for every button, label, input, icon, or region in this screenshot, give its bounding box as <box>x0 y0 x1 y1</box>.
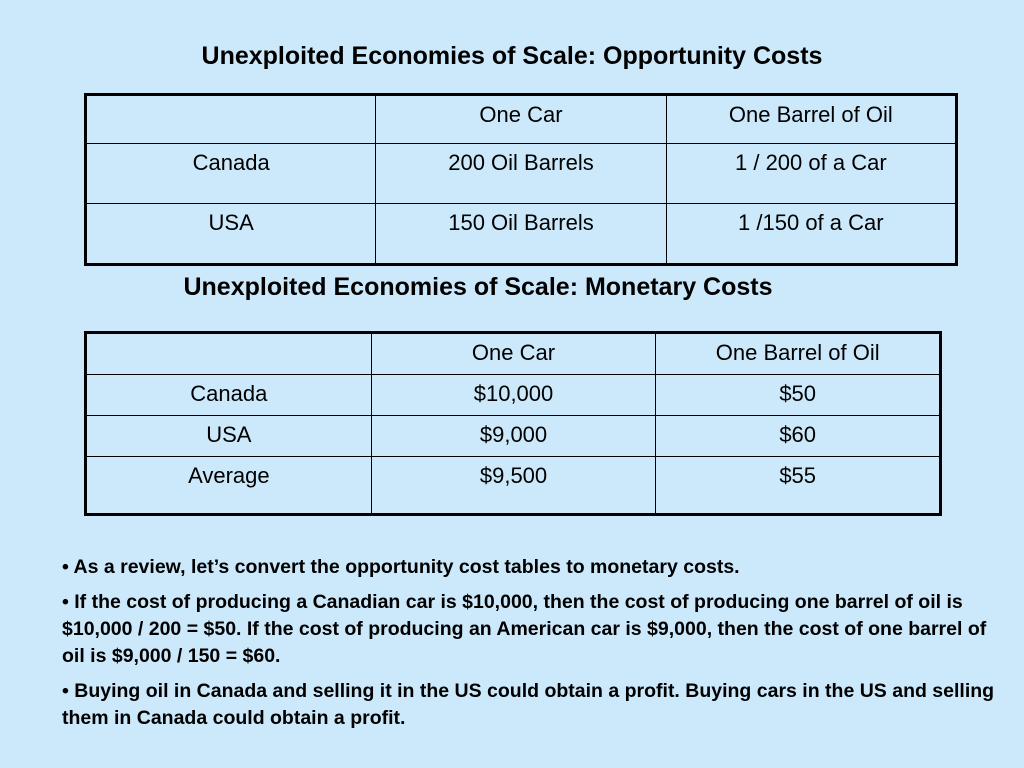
header-cell-one-barrel: One Barrel of Oil <box>666 95 956 144</box>
header-cell-one-barrel: One Barrel of Oil <box>656 333 941 375</box>
table-row <box>86 457 941 515</box>
table-cell: $55 <box>656 457 941 515</box>
table-cell: $60 <box>656 416 941 457</box>
table-cell: $9,500 <box>371 457 656 515</box>
opportunity-costs-table <box>84 93 958 266</box>
table-cell: $50 <box>656 375 941 416</box>
table-cell: 200 Oil Barrels <box>376 144 666 204</box>
header-cell-one-car: One Car <box>371 333 656 375</box>
table-row <box>86 204 957 265</box>
bullet-item: • If the cost of producing a Canadian car is $10,000, then the cost of producing one barrel of oil is $10,000 / 200 = $50. If the cost of producing an American car is $9,000, then the cost of one barrel of oil is $9,000 / 150 = $60. <box>62 591 987 667</box>
bullet-list <box>62 554 1002 740</box>
table-cell: 150 Oil Barrels <box>376 204 666 265</box>
opportunity-costs-title: Unexploited Economies of Scale: Opportunity Costs <box>201 42 823 70</box>
row-label-usa: USA <box>86 204 376 265</box>
header-cell-empty <box>86 333 372 375</box>
table-row <box>86 144 957 204</box>
table-row <box>86 375 941 416</box>
table-cell: $9,000 <box>371 416 656 457</box>
row-label-canada: Canada <box>86 144 376 204</box>
table-header-row <box>86 95 957 144</box>
table-header-row <box>86 333 941 375</box>
header-cell-one-car: One Car <box>376 95 666 144</box>
table-row <box>86 416 941 457</box>
monetary-costs-title: Unexploited Economies of Scale: Monetary Costs <box>183 273 773 301</box>
table-cell: 1 / 200 of a Car <box>666 144 956 204</box>
table-cell: 1 /150 of a Car <box>666 204 956 265</box>
table-cell: $10,000 <box>371 375 656 416</box>
row-label-average: Average <box>86 457 372 515</box>
row-label-canada: Canada <box>86 375 372 416</box>
bullet-item: • Buying oil in Canada and selling it in the US could obtain a profit. Buying cars in the US and selling them in Canada could obtain a profit. <box>62 680 995 729</box>
header-cell-empty <box>86 95 376 144</box>
row-label-usa: USA <box>86 416 372 457</box>
monetary-costs-table <box>84 331 942 516</box>
bullet-item: • As a review, let’s convert the opportunity cost tables to monetary costs. <box>62 556 740 578</box>
